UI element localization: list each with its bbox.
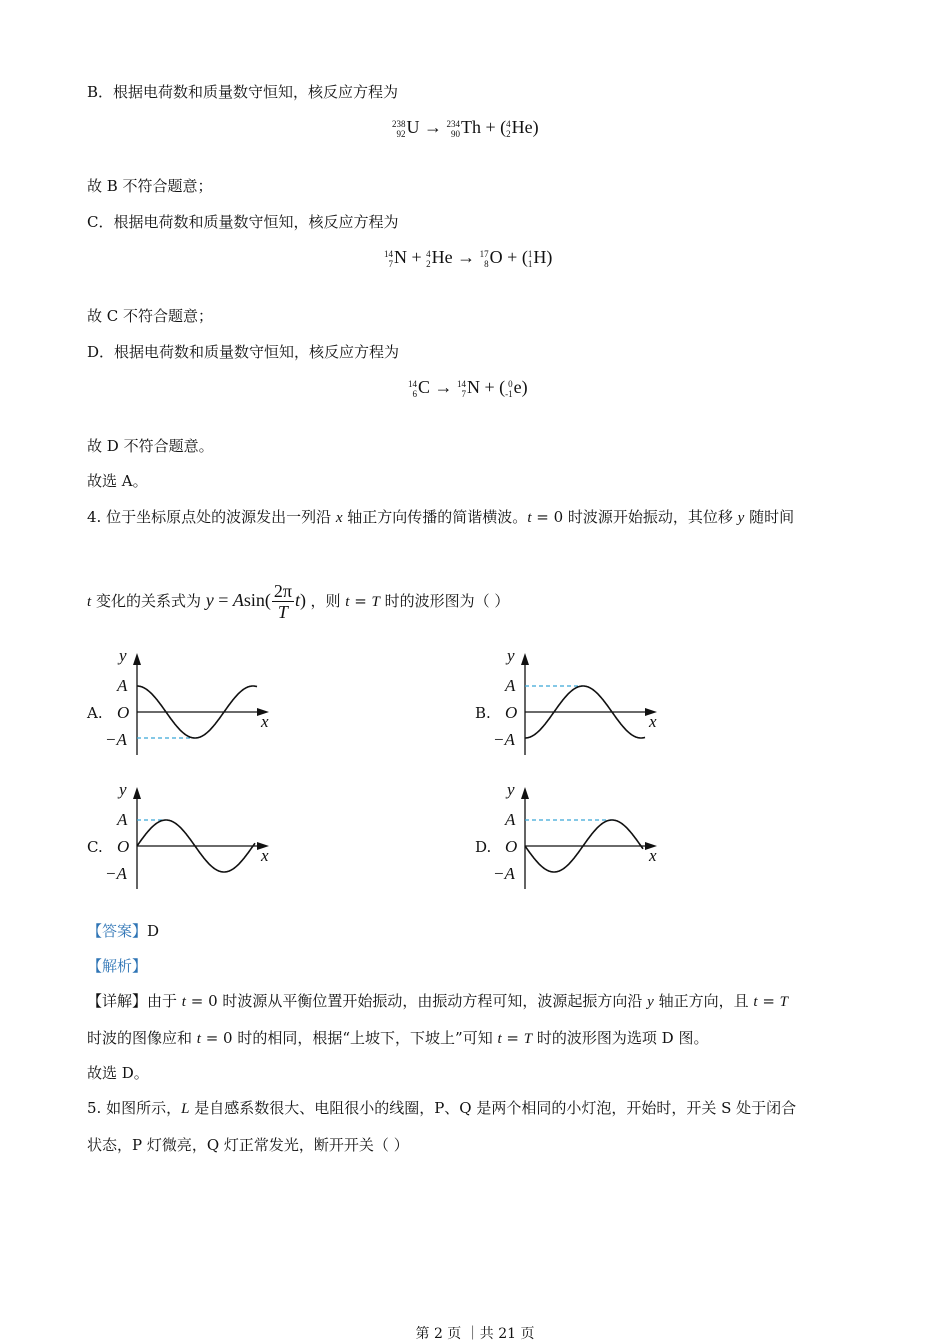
mass-number: 14 — [384, 248, 393, 259]
plus-sign: + — [411, 247, 422, 267]
paren: ) — [532, 117, 539, 137]
origin-label: O — [505, 837, 518, 856]
option-c-conclusion: 故 C 不符合题意； — [87, 307, 214, 325]
paren: ( — [500, 117, 507, 137]
text: = 0 时波源开始振动，其位移 — [531, 508, 738, 526]
var-x: x — [335, 510, 343, 526]
tick-label-neg-a: −A — [105, 864, 127, 883]
mass-number: 1 — [527, 248, 533, 259]
y-axis-arrow-icon — [133, 787, 141, 799]
option-b-label[interactable]: B. — [475, 704, 491, 722]
mass-number: 4 — [426, 248, 431, 259]
origin-label: O — [117, 703, 130, 722]
mass-number: 4 — [506, 118, 511, 129]
var-t: t — [527, 510, 532, 526]
charge-number: 7 — [388, 258, 393, 269]
var-t: t — [294, 590, 300, 610]
arrow-icon: → — [434, 377, 453, 397]
option-a-waveform-graph — [105, 645, 285, 760]
axis-label-x: x — [649, 712, 657, 731]
text: 时波的图像应和 — [87, 1029, 197, 1047]
mass-number: 234 — [446, 118, 460, 129]
mass-number: 17 — [479, 248, 489, 259]
detail-tag: 【详解】 — [87, 992, 148, 1010]
axis-label-y: y — [507, 780, 515, 799]
equals: = — [213, 590, 233, 610]
option-c-label[interactable]: C. — [87, 838, 103, 856]
arrow-icon: → — [457, 247, 476, 267]
text: ，则 — [310, 592, 346, 610]
charge-number: 7 — [461, 388, 467, 399]
var-t: t — [181, 994, 186, 1010]
question-5-stem-line2: 状态，P 灯微亮，Q 灯正常发光，断开开关（ ） — [87, 1136, 409, 1154]
text: 变化的关系式为 — [91, 592, 206, 610]
plus-sign: + — [507, 247, 518, 267]
element-symbol: Th — [461, 117, 481, 137]
charge-number: 2 — [426, 258, 431, 269]
option-a-label[interactable]: A. — [87, 704, 103, 722]
sin: sin( — [243, 590, 271, 610]
answer-line — [87, 921, 159, 941]
fraction — [272, 581, 294, 622]
element-symbol: C — [418, 377, 431, 397]
element-symbol: He — [431, 247, 453, 267]
var-T: T — [371, 594, 380, 610]
plus-sign: + — [484, 377, 495, 397]
tick-label-neg-a: −A — [105, 730, 127, 749]
axis-label-x: x — [261, 846, 269, 865]
text: = — [757, 992, 780, 1010]
mass-number: 14 — [408, 378, 417, 389]
option-b-conclusion: 故 B 不符合题意； — [87, 177, 213, 195]
axis-label-x: x — [261, 712, 269, 731]
option-b-explanation: B．根据电荷数和质量数守恒知，核反应方程为 — [87, 83, 399, 101]
element-symbol: U — [406, 117, 420, 137]
element-symbol: He — [511, 117, 533, 137]
text: = — [501, 1029, 524, 1047]
tick-label-neg-a: −A — [493, 864, 515, 883]
tick-label-a: A — [505, 810, 516, 829]
answer-tag: 【答案】 — [87, 922, 148, 940]
var-y: y — [647, 994, 654, 1010]
question-4-stem-line1 — [87, 507, 794, 528]
var-T: T — [523, 1031, 533, 1047]
var-L: L — [181, 1101, 190, 1117]
var-a: A — [232, 590, 244, 610]
text: 由于 — [147, 992, 182, 1010]
mass-number: 14 — [457, 378, 467, 389]
tick-label-a: A — [117, 676, 128, 695]
axis-label-y: y — [507, 646, 515, 665]
option-d-conclusion: 故 D 不符合题意。 — [87, 437, 214, 455]
element-symbol: N — [467, 377, 481, 397]
equation-c — [384, 245, 552, 269]
text: 随时间 — [744, 508, 795, 526]
element-symbol: N — [394, 247, 407, 267]
charge-number: 6 — [412, 388, 417, 399]
paren: ) — [546, 247, 553, 267]
text: = — [349, 592, 372, 610]
equation-b — [392, 115, 539, 139]
mass-number: 0 — [508, 378, 513, 389]
numerator: 2π — [273, 581, 292, 602]
element-symbol: H — [533, 247, 547, 267]
var-t: t — [497, 1031, 502, 1047]
y-axis-arrow-icon — [521, 653, 529, 665]
choose-answer-a: 故选 A。 — [87, 472, 148, 490]
arrow-icon: → — [424, 117, 442, 137]
paren: ) — [521, 377, 528, 397]
axis-label-x: x — [649, 846, 657, 865]
text: 时的波形图为（ ） — [379, 592, 510, 610]
text: = 0 时波源从平衡位置开始振动，由振动方程可知，波源起振方向沿 — [185, 992, 648, 1010]
option-d-explanation: D．根据电荷数和质量数守恒知，核反应方程为 — [87, 343, 400, 361]
analysis-tag: 【解析】 — [87, 957, 148, 975]
tick-label-neg-a: −A — [493, 730, 515, 749]
detail-line2 — [87, 1028, 708, 1049]
y-axis-arrow-icon — [133, 653, 141, 665]
element-symbol: O — [489, 247, 503, 267]
text: 是自感系数很大、电阻很小的线圈，P、Q 是两个相同的小灯泡，开始时，开关 S 处于闭合 — [189, 1099, 797, 1117]
text: 轴正方向传播的简谐横波。 — [342, 508, 528, 526]
text: 4. 位于坐标原点处的波源发出一列沿 — [87, 508, 336, 526]
option-d-label[interactable]: D. — [475, 838, 492, 856]
page-footer: 第 2 页 ｜共 21 页 — [415, 1326, 535, 1342]
option-c-explanation: C．根据电荷数和质量数守恒知，核反应方程为 — [87, 213, 399, 231]
charge-number: 1 — [527, 258, 533, 269]
mass-number: 238 — [392, 118, 406, 129]
var-t: t — [753, 994, 758, 1010]
charge-number: -1 — [505, 388, 513, 399]
var-t: t — [196, 1031, 201, 1047]
var-T: T — [779, 994, 788, 1010]
wave-formula — [205, 581, 311, 623]
charge-number: 90 — [451, 128, 460, 139]
text: 轴正方向，且 — [653, 992, 754, 1010]
tick-label-a: A — [117, 810, 128, 829]
answer-value: D — [147, 922, 160, 940]
question-4-stem-line2 — [87, 578, 509, 624]
charge-number: 2 — [506, 128, 511, 139]
detail-line1 — [87, 991, 788, 1012]
detail-line3: 故选 D。 — [87, 1064, 149, 1082]
axis-label-y: y — [119, 780, 127, 799]
var-t: t — [345, 594, 350, 610]
option-d-waveform-graph — [493, 779, 673, 894]
charge-number: 92 — [396, 128, 406, 139]
charge-number: 8 — [484, 258, 489, 269]
option-b-waveform-graph — [493, 645, 673, 760]
denominator: T — [277, 602, 288, 623]
text: = 0 时的相同，根据“上坡下，下坡上”可知 — [200, 1029, 498, 1047]
var-y: y — [205, 590, 214, 610]
text: 5. 如图所示， — [87, 1099, 182, 1117]
paren: ) — [299, 590, 306, 610]
origin-label: O — [505, 703, 518, 722]
plus-sign: + — [485, 117, 496, 137]
particle-symbol: e — [513, 377, 522, 397]
question-5-stem-line1 — [87, 1098, 796, 1119]
text: 时的波形图为选项 D 图。 — [532, 1029, 709, 1047]
equation-d — [408, 375, 528, 399]
origin-label: O — [117, 837, 130, 856]
tick-label-a: A — [505, 676, 516, 695]
paren: ( — [521, 247, 528, 267]
paren: ( — [499, 377, 506, 397]
axis-label-y: y — [119, 646, 127, 665]
option-c-waveform-graph — [105, 779, 285, 894]
y-axis-arrow-icon — [521, 787, 529, 799]
var-t: t — [87, 594, 92, 610]
var-y: y — [737, 510, 745, 526]
